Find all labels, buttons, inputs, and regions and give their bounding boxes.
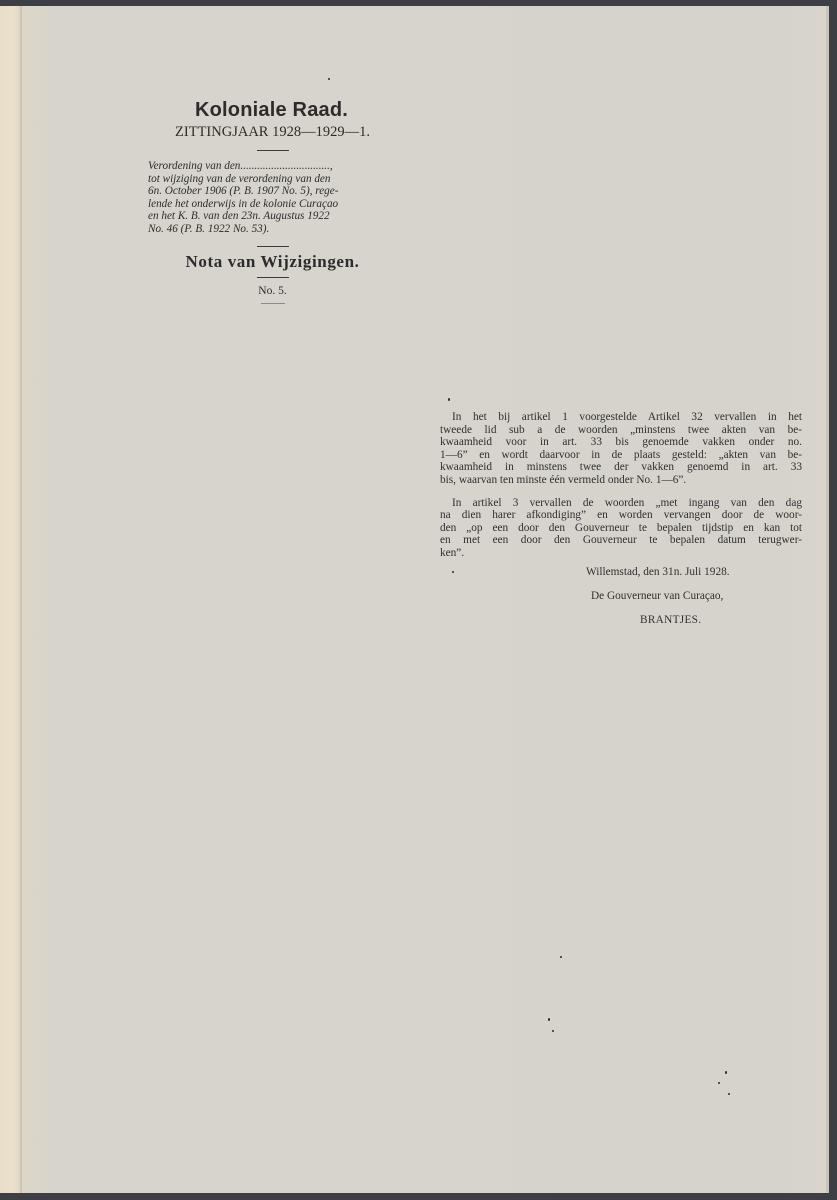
divider <box>261 303 285 304</box>
text-line: kwaamheid voor in art. 33 bis genoemde vakken onder no. <box>440 436 802 449</box>
text-line: den „op een door den Gouverneur te bepalen tijdstip en kan tot <box>440 521 802 534</box>
divider <box>257 246 289 247</box>
amendment-text <box>440 411 802 560</box>
council-title: Koloniale Raad. <box>194 99 349 121</box>
scan-speck <box>552 1030 554 1032</box>
paragraph-1 <box>440 411 802 487</box>
text-line: In artikel 3 vervallen de woorden „met ingang van den dag <box>452 496 802 509</box>
text-line: en met een door den Gouverneur te bepalen datum terugwer- <box>440 534 802 547</box>
scan-speck <box>448 398 450 401</box>
ordinance-line: en het K. B. van den 23n. Augustus 1922 <box>148 210 330 223</box>
text-line: tweede lid sub a de woorden „minstens twee akten van be- <box>440 423 802 436</box>
document-page <box>0 6 829 1193</box>
divider <box>257 277 289 278</box>
page-edge <box>826 6 829 1193</box>
place-date: Willemstad, den 31n. Juli 1928. <box>586 566 730 578</box>
nota-title: Nota van Wijzigingen. <box>185 251 360 271</box>
divider <box>257 150 289 151</box>
text-line: bis, waarvan ten minste één vermeld onder No. 1—6”. <box>440 473 687 486</box>
text-line: na dien harer afkondiging” en worden vervangen door de woor- <box>440 509 802 522</box>
governor-name: BRANTJES. <box>640 614 702 626</box>
text-line: kwaamheid in minstens twee der vakken genoemd in art. 33 <box>440 461 802 474</box>
ordinance-line: Verordening van den................................, <box>148 160 333 172</box>
ordinance-line: lende het onderwijs in de kolonie Curaçao <box>148 197 339 210</box>
scan-speck <box>725 1071 727 1074</box>
scan-speck <box>548 1018 550 1021</box>
scan-speck <box>728 1093 730 1095</box>
paragraph-2 <box>440 497 802 560</box>
scan-speck <box>560 956 562 958</box>
scan-speck <box>718 1082 720 1084</box>
governor-title: De Gouverneur van Curaçao, <box>591 590 724 602</box>
ordinance-description <box>145 160 400 236</box>
scan-speck <box>452 571 454 573</box>
ordinance-line: tot wijziging van de verordening van den <box>148 172 331 185</box>
page-fold-line <box>20 6 22 1193</box>
ordinance-line: 6n. October 1906 (P. B. 1907 No. 5), rege- <box>148 185 339 198</box>
scan-speck <box>328 78 330 80</box>
session-year: ZITTINGJAAR 1928—1929—1. <box>175 124 370 140</box>
text-line: 1—6” en wordt daarvoor in de plaats gesteld: „akten van be- <box>440 448 802 461</box>
ordinance-line: No. 46 (P. B. 1922 No. 53). <box>148 222 270 235</box>
text-line: ken”. <box>440 546 465 559</box>
nota-number: No. 5. <box>258 284 287 297</box>
document-header <box>145 98 400 304</box>
text-line: In het bij artikel 1 voorgestelde Artikel 32 vervallen in het <box>452 411 802 423</box>
